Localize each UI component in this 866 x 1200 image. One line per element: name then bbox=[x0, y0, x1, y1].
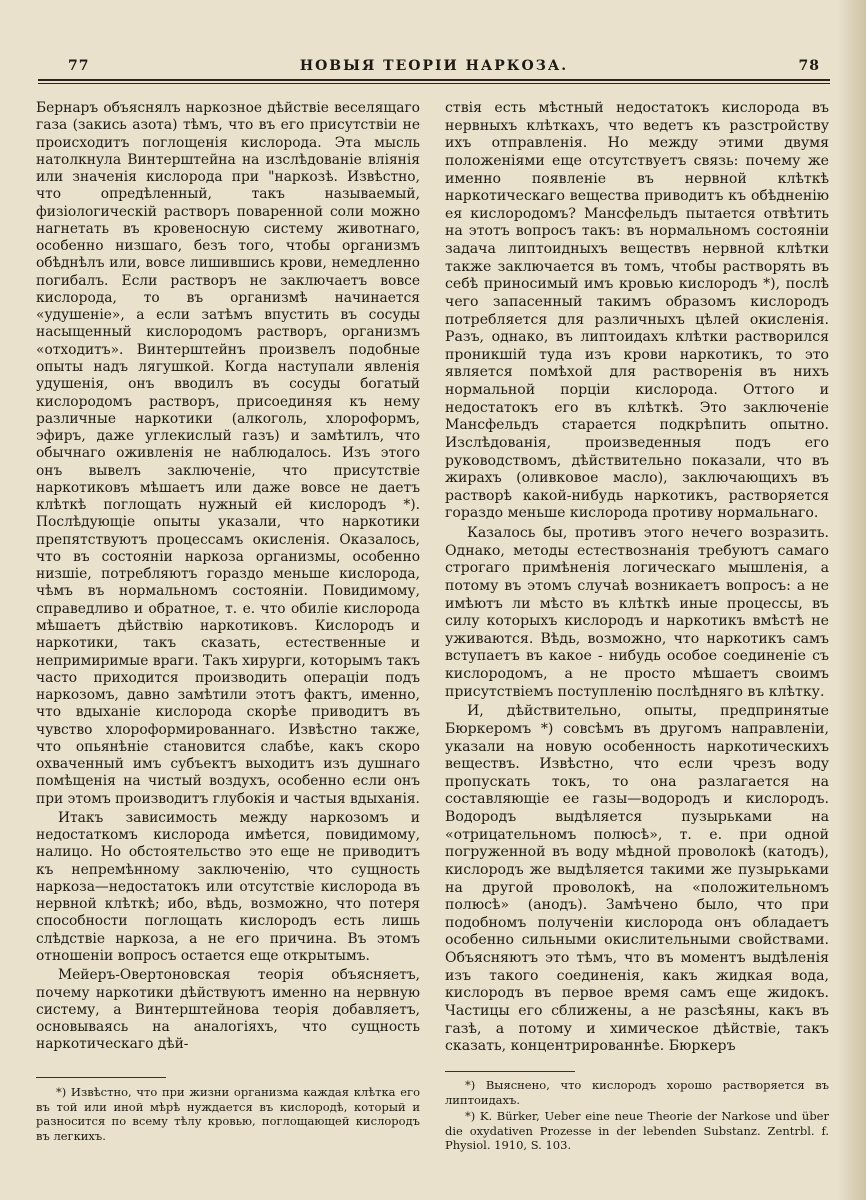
paragraph: Бернаръ объяснялъ наркозное дѣйствіе веселящаго газа (закись азота) тѣмъ, что въ его присутствіи не происходитъ поглощенія кислорода. Эта мысль натолкнула Винтерштейна на изслѣдованіе вліянія или значенія кислорода при "наркозѣ. Извѣстно, что опредѣленный, такъ называемый, физіологическій растворъ поваренной соли можно нагнетать въ кровеносную систему животнаго, особенно низшаго, безъ того, чтобы организмъ обѣднѣлъ или, вовсе лишившись крови, немедленно погибалъ. Если растворъ не заключаетъ вовсе кислорода, то въ организмѣ начинается «удушеніе», а если затѣмъ впустить въ сосуды насыщенный кислородомъ растворъ, организмъ «отходитъ». Винтерштейнъ произвелъ подобные опыты надъ лягушкой. Когда наступали явленія удушенія, онъ вводилъ въ сосуды богатый кислородомъ растворъ, присоединяя къ нему различные наркотики (алкоголь, хлороформъ, эфиръ, даже углекислый газъ) и замѣтилъ, что обычнаго оживленія не наблюдалось. Изъ этого онъ вывелъ заключеніе, что присутствіе наркотиковъ мѣшаетъ или даже вовсе не даетъ клѣткѣ поглощать нужный ей кислородъ *). Послѣдующіе опыты указали, что наркотики препятствуютъ процессамъ окисленія. Оказалось, что въ состояніи наркоза организмы, особенно низшіе, потребляютъ гораздо меньше кислорода, чѣмъ въ нормальномъ состояніи. Повидимому, справедливо и обратное, т. е. что обиліе кислорода мѣшаетъ дѣйствію наркотиковъ. Кислородъ и наркотики, такъ сказать, естественные и непримиримые враги. Такъ хирурги, которымъ такъ часто приходится производить операціи подъ наркозомъ, давно замѣтили этотъ фактъ, именно, что вдыханіе кислорода скорѣе приводитъ въ чувство хлороформированнаго. Извѣстно также, что опьянѣніе становится слабѣе, какъ скоро охваченный имъ субъектъ выходитъ изъ душнаго помѣщенія на чистый воздухъ, особенно если онъ при этомъ производитъ глубокія и частыя вдыханія. bbox=[36, 100, 420, 807]
footnote-left bbox=[36, 1085, 420, 1143]
footnote-right bbox=[445, 1078, 829, 1153]
left-column bbox=[36, 100, 420, 1054]
paragraph: Мейеръ-Овертоновская теорія объясняетъ, почему наркотики дѣйствуютъ именно на нервную систему, а Винтерштейнова теорія добавляетъ, основываясь на аналогіяхъ, что сущность наркотическаго дѣй- bbox=[36, 967, 420, 1053]
paragraph: И, дѣйствительно, опыты, предпринятые Бюркеромъ *) совсѣмъ въ другомъ направленіи, указали на новую особенность наркотическихъ веществъ. Извѣстно, что если чрезъ воду пропускать токъ, то она разлагается на составляющіе ее газы—водородъ и кислородъ. Водородъ выдѣляется пузырьками на «отрицательномъ полюсѣ», т. е. при одной погруженной въ воду мѣдной проволокѣ (катодъ), кислородъ же выдѣляется такими же пузырьками на другой проволокѣ, на «положительномъ полюсѣ» (анодъ). Замѣчено было, что при подобномъ полученіи кислорода онъ обладаетъ особенно сильными окислительными свойствами. Объясняютъ это тѣмъ, что въ моментъ выдѣленія изъ такого соединенія, какъ жидкая вода, кислородъ въ первое время самъ еще жидокъ. Частицы его сближены, а не разсѣяны, какъ въ газѣ, а потому и химическое дѣйствіе, такъ сказать, концентрированнѣе. Бюркеръ bbox=[445, 703, 829, 1055]
footnote-rule-left bbox=[36, 1077, 166, 1078]
footnote-text: *) K. Bürker, Ueber eine neue Theorie der Narkose und über die oxydativen Prozesse in der lebenden Substanz. Zentrbl. f. Physiol. 1910, S. 103. bbox=[445, 1109, 829, 1152]
page-number-left: 77 bbox=[68, 58, 90, 74]
paragraph: ствія есть мѣстный недостатокъ кислорода въ нервныхъ клѣткахъ, что ведетъ къ разстройству ихъ отправленія. Но между этими двумя положеніями еще отсутствуетъ связь: почему же именно появленіе въ нервной клѣткѣ наркотическаго вещества приводитъ къ обѣдненію ея кислородомъ? Мансфельдъ пытается отвѣтить на этотъ вопросъ такъ: въ нормальномъ состояніи задача липтоидныхъ веществъ нервной клѣтки также заключается въ томъ, чтобы растворять въ себѣ приносимый имъ кровью кислородъ *), послѣ чего запасенный такимъ образомъ кислородъ потребляется для различныхъ цѣлей окисленія. Разъ, однако, въ липтоидахъ клѣтки растворился проникшій туда изъ крови наркотикъ, то это является помѣхой для растворенія въ нихъ нормальной порціи кислорода. Оттого и недостатокъ его въ клѣткѣ. Это заключеніе Мансфельдъ старается подкрѣпить опытно. Изслѣдованія, произведенныя подъ его руководствомъ, дѣйствительно показали, что въ жирахъ (оливковое масло), заключающихъ въ растворѣ какой-нибудь наркотикъ, растворяется гораздо меньше кислорода противу нормальнаго. bbox=[445, 100, 829, 522]
running-header bbox=[38, 58, 830, 80]
paragraph: Казалось бы, противъ этого нечего возразить. Однако, методы естествознанія требуютъ самаго строгаго примѣненія логическаго мышленія, а потому въ этомъ случаѣ возникаетъ вопросъ: а не имѣютъ ли мѣсто въ клѣткѣ иные процессы, въ силу которыхъ кислородъ и наркотикъ вмѣстѣ не уживаются. Вѣдь, возможно, что наркотикъ самъ вступаетъ въ какое - нибудь особое соединеніе съ кислородомъ, а не просто мѣшаетъ своимъ присутствіемъ поступленію послѣдняго въ клѣтку. bbox=[445, 525, 829, 700]
paragraph: Итакъ зависимость между наркозомъ и недостаткомъ кислорода имѣется, повидимому, налицо. Но обстоятельство это еще не приводитъ къ непремѣнному заключенію, что сущность наркоза—недостатокъ или отсутствіе кислорода въ нервной клѣткѣ; ибо, вѣдь, возможно, что потеря способности поглощать кислородъ есть лишь слѣдствіе наркоза, а не его причина. Въ этомъ отношеніи вопросъ остается еще открытымъ. bbox=[36, 809, 420, 965]
footnote-text: *) Извѣстно, что при жизни организма каждая клѣтка его въ той или иной мѣрѣ нуждается въ кислородѣ, который и разносится по всему тѣлу кровью, поглощающей кислородъ въ легкихъ. bbox=[36, 1085, 420, 1143]
footnote-rule-right bbox=[445, 1071, 575, 1072]
page-number-right: 78 bbox=[798, 58, 820, 74]
header-rule-thick bbox=[38, 79, 830, 81]
header-rule-thin bbox=[38, 83, 830, 84]
page-fold-shadow bbox=[838, 0, 866, 1200]
right-column bbox=[445, 100, 829, 1056]
footnote-text: *) Выяснено, что кислородъ хорошо растворяется въ липтоидахъ. bbox=[445, 1078, 829, 1107]
running-title: НОВЫЯ ТЕОРІИ НАРКОЗА. bbox=[299, 58, 569, 74]
